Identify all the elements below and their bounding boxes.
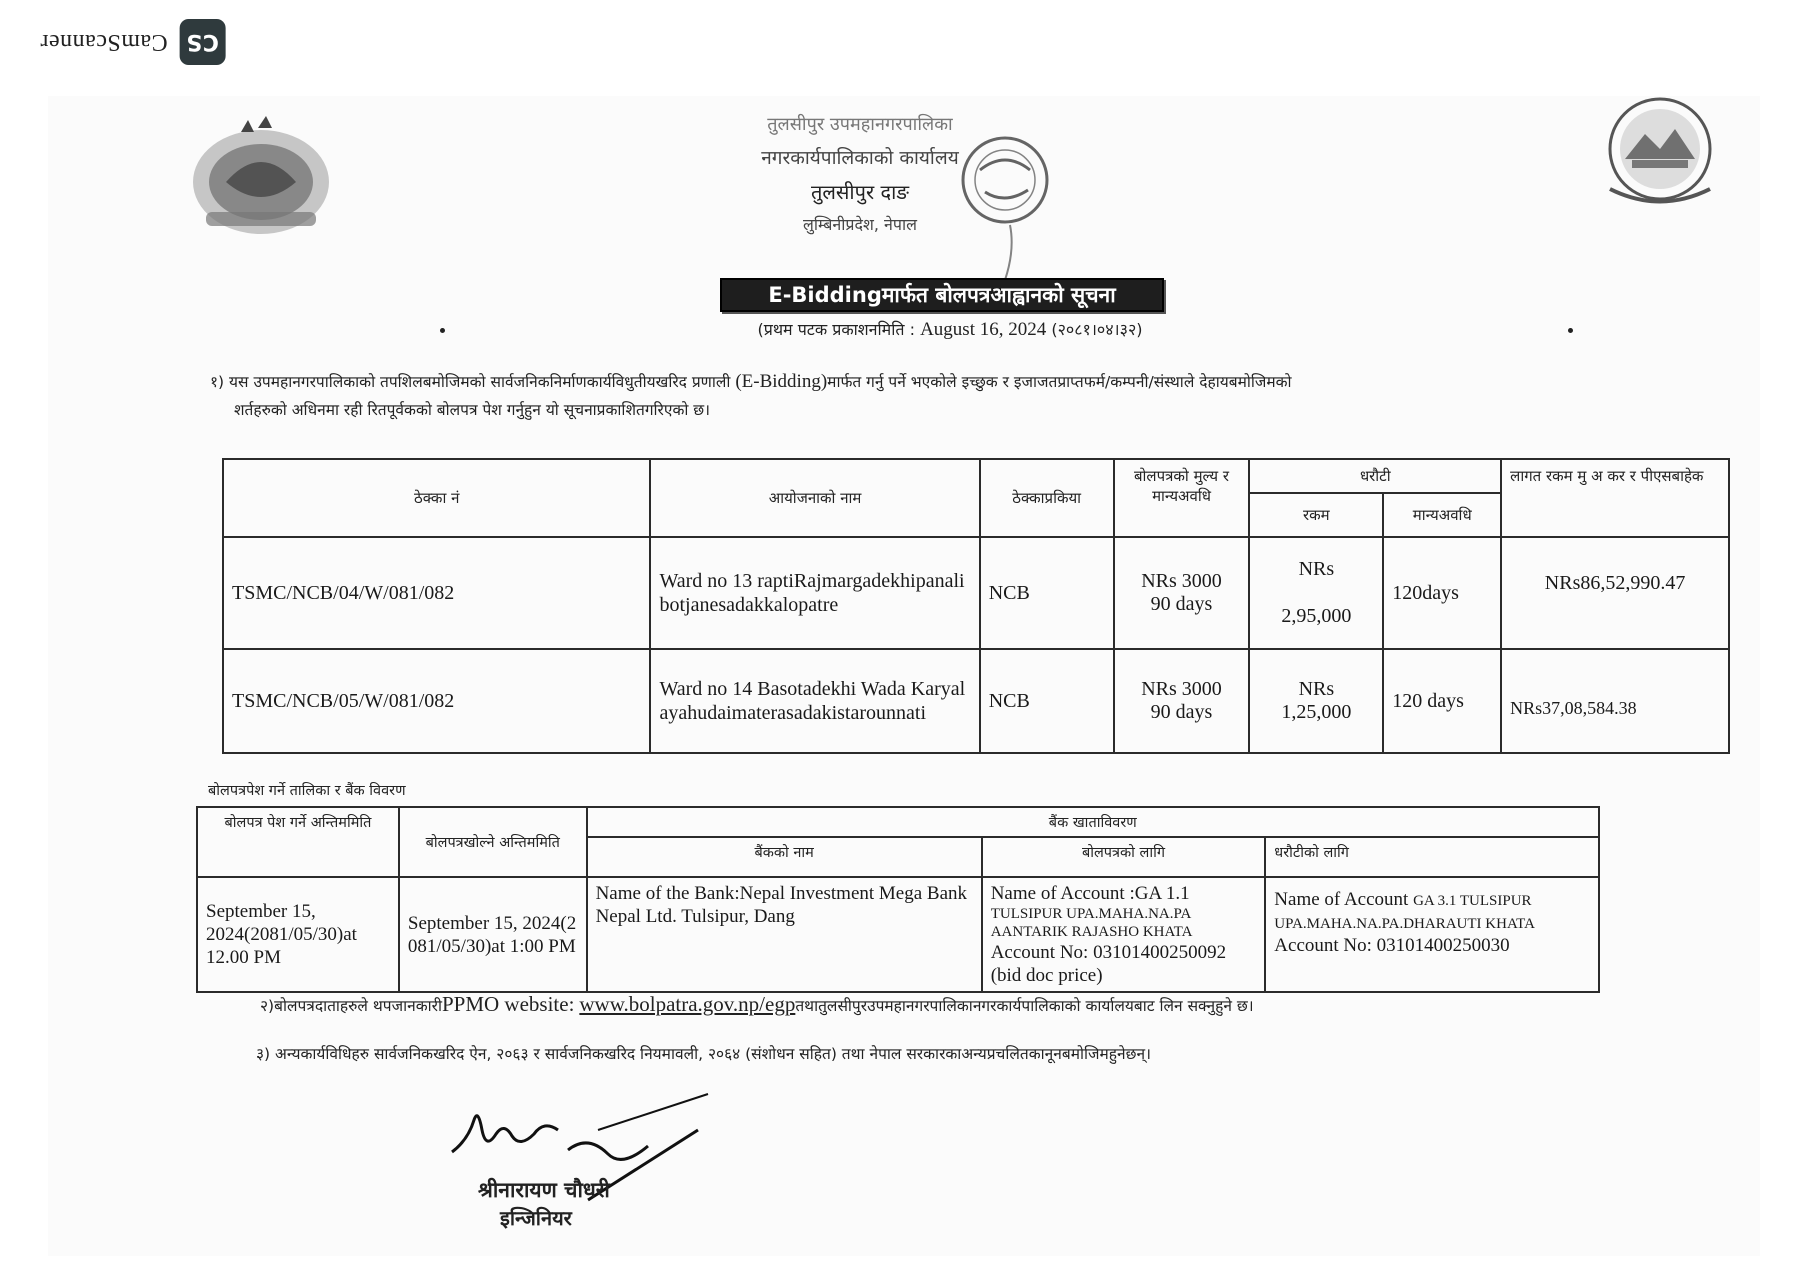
bid-account-cell [982, 877, 1266, 992]
header-office: नगरकार्यपालिकाको कार्यालय [761, 147, 959, 169]
header-contract-no: ठेक्का नं [223, 459, 650, 537]
header-deposit: धरौटी [1249, 459, 1501, 493]
bid-price-cell [1114, 537, 1250, 649]
project-name-cell: Ward no 14 Basotadekhi Wada Karyalayahudaimaterasadakistarounnati [650, 649, 979, 753]
para1-text-c: शर्तहरुको अधिनमा रही रितपूर्वकको बोलपत्र पेश गर्नुहुन यो सूचनाप्रकाशितगरिएको छ। [234, 401, 711, 419]
process-cell: NCB [980, 537, 1114, 649]
signatory-title: इन्जिनियर [500, 1206, 572, 1230]
para1-text-b: मार्फत गर्नु पर्ने भएकोले इच्छुक र इजाजतप्राप्तफर्म/कम्पनी/संस्थाले देहायबमोजिमको [827, 373, 1292, 391]
header-deposit-amount: रकम [1249, 493, 1383, 537]
paragraph-3: ३) अन्यकार्यविधिहरु सार्वजनिकखरिद ऐन, २०६३ र सार्वजनिकखरिद नियमावली, २०६४ (संशोधन सहित) तथा नेपाल सरकारकाअन्यप्रचलितकानूनबमोजिमहुनेछन्। [256, 1045, 1151, 1063]
header-project-name: आयोजनाको नाम [650, 459, 979, 537]
table-row [223, 537, 1729, 649]
signature-icon [448, 1090, 748, 1250]
deposit-amount-cell [1249, 537, 1383, 649]
header-submit-deadline: बोलपत्र पेश गर्ने अन्तिममिति [197, 807, 399, 877]
header-deposit-validity: मान्यअवधि [1383, 493, 1501, 537]
bid-price-cell [1114, 649, 1250, 753]
camscanner-watermark [40, 18, 226, 66]
publication-prefix: (प्रथम पटक प्रकाशनमिति : [757, 320, 915, 339]
cost-cell: NRs86,52,990.47 [1501, 537, 1729, 649]
submit-deadline-cell: September 15, 2024(2081/05/30)at 12.00 PM [197, 877, 399, 992]
bank-name-cell: Name of the Bank:Nepal Investment Mega Bank Nepal Ltd. Tulsipur, Dang [587, 877, 982, 992]
notice-title: E-Biddingमार्फत बोलपत्रआह्वानको सूचना [720, 278, 1164, 312]
deposit-amount-value: 1,25,000 [1281, 701, 1352, 723]
bid-account-label: Name of Account :GA 1.1 [990, 883, 1190, 904]
deposit-account-label: Name of Account [1274, 889, 1409, 910]
camscanner-label: CamScanner [40, 29, 168, 56]
signatory-name: श्रीनारायण चौधरी [478, 1178, 610, 1202]
open-deadline-cell: September 15, 2024(2081/05/30)at 1:00 PM [399, 877, 587, 992]
deposit-account-no-label: Account No: [1274, 935, 1372, 956]
deposit-amount-value: 2,95,000 [1281, 605, 1352, 627]
para1-ebidding: (E-Bidding) [735, 371, 828, 392]
contracts-table [222, 458, 1730, 754]
header-cost: लागत रकम मु अ कर र पीएसबाहेक [1501, 459, 1729, 537]
deposit-currency: NRs [1298, 678, 1335, 700]
bid-account-note: (bid doc price) [990, 965, 1103, 986]
bid-price-value: NRs 3000 [1141, 678, 1222, 700]
bid-price-value: NRs 3000 [1141, 570, 1222, 592]
scan-dot [1568, 328, 1573, 333]
camscanner-logo-icon: CS [180, 19, 226, 65]
deposit-validity-cell: 120days [1383, 537, 1501, 649]
publication-date-np: (२०८१।०४।३२) [1051, 320, 1143, 339]
publication-date [690, 318, 1210, 341]
bid-schedule-bank-table [196, 806, 1600, 993]
deposit-amount-cell [1249, 649, 1383, 753]
scan-dot [440, 328, 445, 333]
header-bank-name: बैंकको नाम [587, 837, 982, 877]
para2-prefix: २)बोलपत्रदाताहरुले थपजानकारी [260, 997, 442, 1015]
deposit-account-name: GA 3.1 TULSIPUR UPA.MAHA.NA.PA.DHARAUTI KHATA [1274, 893, 1535, 932]
header-bid-price: बोलपत्रको मुल्य र मान्यअवधि [1114, 459, 1250, 537]
municipality-logo-icon [1590, 94, 1730, 214]
para1-number: १) [210, 373, 225, 391]
header-province: लुम्बिनीप्रदेश, नेपाल [803, 215, 917, 234]
project-name-cell: Ward no 13 raptiRajmargadekhipanalibotjanesadakkalopatre [650, 537, 979, 649]
ppmo-website-link[interactable]: www.bolpatra.gov.np/egp [579, 992, 796, 1016]
paragraph-2 [260, 990, 1720, 1020]
deposit-account-number: 03101400250030 [1376, 935, 1510, 956]
office-stamp-icon [950, 130, 1070, 290]
para2-suffix: तथातुलसीपुरउपमहानगरपालिकानगरकार्यपालिकाको कार्यालयबाट लिन सक्नुहुने छ। [795, 997, 1254, 1015]
deposit-validity-cell: 120 days [1383, 649, 1501, 753]
header-open-deadline: बोलपत्रखोल्ने अन्तिममिति [399, 807, 587, 877]
table-row [223, 649, 1729, 753]
contract-no-cell: TSMC/NCB/05/W/081/082 [223, 649, 650, 753]
nepal-emblem-icon [186, 112, 336, 242]
bid-account-name: TULSIPUR UPA.MAHA.NA.PA AANTARIK RAJASHO KHATA [990, 906, 1193, 940]
header-for-deposit: धरौटीको लागि [1265, 837, 1599, 877]
process-cell: NCB [980, 649, 1114, 753]
deposit-account-cell [1265, 877, 1599, 992]
contract-no-cell: TSMC/NCB/04/W/081/082 [223, 537, 650, 649]
para1-text-a: यस उपमहानगरपालिकाको तपशिलबमोजिमको सार्वजनिकनिर्माणकार्यविधुतीयखरिद प्रणाली [229, 373, 731, 391]
header-municipality: तुलसीपुर उपमहानगरपालिका [767, 114, 953, 135]
header-city: तुलसीपुर दाङ [810, 180, 910, 204]
header-process: ठेक्काप्रकिया [980, 459, 1114, 537]
publication-date-en: August 16, 2024 [920, 319, 1047, 340]
paragraph-1 [210, 368, 1710, 424]
bid-validity-value: 90 days [1150, 593, 1213, 615]
table-row [197, 877, 1599, 992]
bid-account-number: Account No: 03101400250092 [990, 942, 1227, 963]
header-bank-details: बैंक खाताविवरण [587, 807, 1599, 837]
header-for-bid: बोलपत्रको लागि [982, 837, 1266, 877]
bank-section-caption: बोलपत्रपेश गर्ने तालिका र बैंक विवरण [208, 783, 406, 799]
para2-site-label: PPMO website: [441, 992, 575, 1016]
cost-cell: NRs37,08,584.38 [1501, 649, 1729, 753]
bid-validity-value: 90 days [1150, 701, 1213, 723]
deposit-currency: NRs [1298, 558, 1335, 580]
